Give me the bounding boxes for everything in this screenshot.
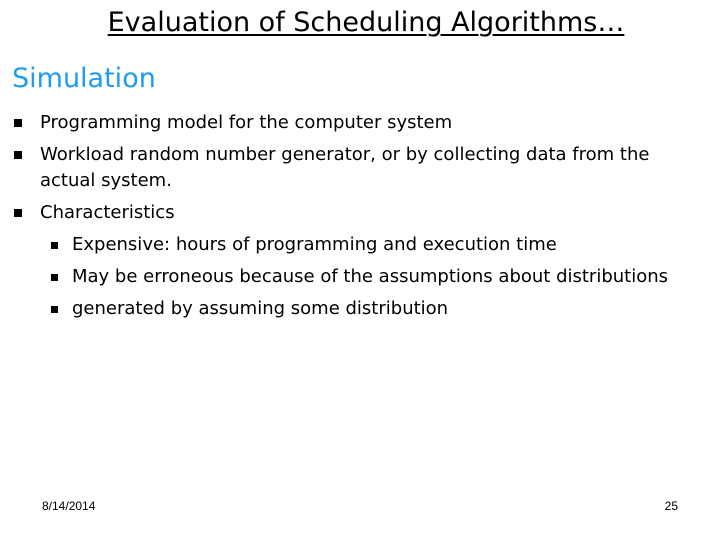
bullet-list [0,110,720,328]
bullet-text: Programming model for the computer system [40,112,453,133]
square-bullet-icon [14,119,22,127]
bullet-item [0,200,686,226]
square-bullet-icon [14,151,22,159]
slide-subtitle: Simulation [12,63,156,94]
square-bullet-icon [51,242,58,249]
bullet-item [0,142,686,194]
page-number: 25 [664,499,678,513]
bullet-item [0,110,686,136]
bullet-text: May be erroneous because of the assumptions about distributions [72,266,669,287]
bullet-text: Workload random number generator, or by collecting data from the actual system. [40,144,650,191]
footer-date: 8/14/2014 [42,499,96,513]
bullet-text: Expensive: hours of programming and execution time [72,234,557,255]
sub-bullet-item [0,232,686,258]
square-bullet-icon [14,209,22,217]
bullet-text: generated by assuming some distribution [72,298,449,319]
square-bullet-icon [51,306,58,313]
slide-title: Evaluation of Scheduling Algorithms… [107,7,625,38]
sub-bullet-item [0,264,686,290]
bullet-text: Characteristics [40,202,175,223]
square-bullet-icon [51,274,58,281]
sub-bullet-item [0,296,686,322]
